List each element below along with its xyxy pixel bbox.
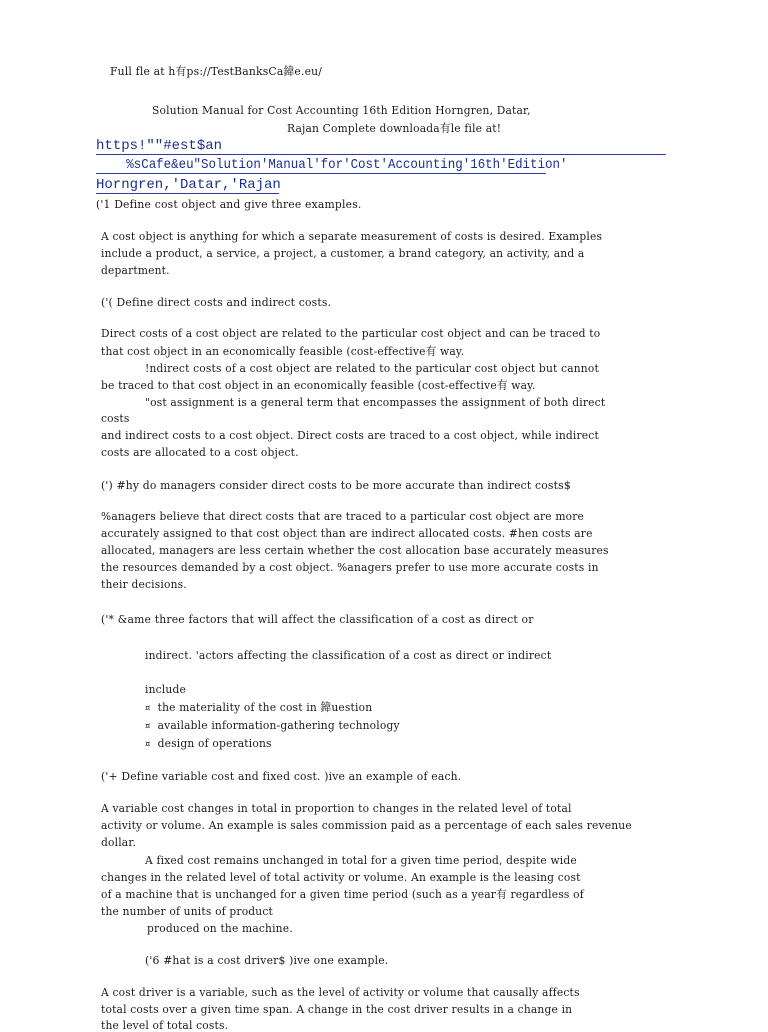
download-link-line-1[interactable]: https!""#est$an: [96, 138, 223, 154]
answer-1-line-1: A cost object is anything for which a separate measurement of costs is desired. Examples: [101, 229, 603, 243]
answer-2-line-5: "ost assignment is a general term that encompasses the assignment of both direct: [145, 395, 606, 409]
answer-6-line-1: A cost driver is a variable, such as the level of activity or volume that causally affects: [101, 985, 580, 999]
question-3: (') #hy do managers consider direct costs to be more accurate than indirect costs$: [101, 478, 571, 492]
document-title-line-1: Solution Manual for Cost Accounting 16th Edition Horngren, Datar,: [152, 103, 531, 117]
answer-5-line-7: the number of units of product: [101, 904, 273, 918]
answer-3-line-1: %anagers believe that direct costs that are traced to a particular cost object are more: [101, 509, 585, 523]
bullet-glyph: ¤: [145, 740, 151, 750]
answer-5-line-8: produced on the machine.: [147, 921, 293, 935]
question-5: ('+ Define variable cost and fixed cost. )ive an example of each.: [101, 769, 462, 783]
answer-2-line-3: !ndirect costs of a cost object are related to the particular cost object but cannot: [145, 361, 599, 375]
download-link-line-3[interactable]: Horngren,'Datar,'Rajan: [96, 177, 281, 193]
download-link-line-2[interactable]: %sCafe&eu"Solution'Manual'for'Cost'Accounting'16th'Edition': [126, 157, 568, 173]
bullet-text: design of operations: [157, 736, 272, 750]
bullet-text: available information-gathering technology: [157, 718, 400, 732]
answer-5-line-1: A variable cost changes in total in proportion to changes in the related level of total: [101, 801, 572, 815]
answer-2-line-6: costs: [101, 411, 130, 425]
answer-2-line-8: costs are allocated to a cost object.: [101, 445, 299, 459]
bullet-item: [145, 736, 272, 752]
answer-4-include: include: [145, 682, 186, 696]
link-underline-1: [96, 154, 666, 155]
question-1: ('1 Define cost object and give three examples.: [96, 197, 362, 211]
answer-5-line-6: of a machine that is unchanged for a given time period (such as a year有 regardless of: [101, 887, 584, 901]
answer-3-line-5: their decisions.: [101, 577, 187, 591]
answer-2-line-1: Direct costs of a cost object are related to the particular cost object and can be traced to: [101, 326, 601, 340]
question-4: ('* &ame three factors that will affect the classification of a cost as direct or: [101, 612, 534, 626]
answer-6-line-2: total costs over a given time span. A change in the cost driver results in a change in: [101, 1002, 573, 1016]
bullet-text: the materiality of the cost in 鍏uestion: [157, 700, 373, 714]
answer-4-intro: indirect. 'actors affecting the classification of a cost as direct or indirect: [145, 648, 552, 662]
answer-3-line-2: accurately assigned to that cost object than are indirect allocated costs. #hen costs are: [101, 526, 593, 540]
answer-2-line-4: be traced to that cost object in an economically feasible (cost-effective有 way.: [101, 378, 536, 392]
bullet-item: [145, 718, 400, 734]
answer-6-line-3: the level of total costs.: [101, 1018, 229, 1032]
question-2: ('( Define direct costs and indirect costs.: [101, 295, 332, 309]
answer-5-line-5: changes in the related level of total activity or volume. An example is the leasing cost: [101, 870, 581, 884]
answer-2-line-2: that cost object in an economically feasible (cost-effective有 way.: [101, 344, 465, 358]
link-underline-3: [96, 193, 279, 194]
bullet-glyph: ¤: [145, 704, 151, 714]
document-title-line-2: Rajan Complete downloada有le file at!: [287, 121, 502, 135]
answer-1-line-2: include a product, a service, a project, a customer, a brand category, an activity, and a: [101, 246, 585, 260]
answer-5-line-3: dollar.: [101, 835, 137, 849]
question-6: ('6 #hat is a cost driver$ )ive one example.: [145, 953, 389, 967]
full-file-line: Full fle at h有ps://TestBanksCa鍏e.eu/: [110, 64, 323, 78]
bullet-item: [145, 700, 372, 716]
bullet-glyph: ¤: [145, 722, 151, 732]
answer-3-line-3: allocated, managers are less certain whether the cost allocation base accurately measures: [101, 543, 609, 557]
answer-5-line-2: activity or volume. An example is sales commission paid as a percentage of each sales revenue: [101, 818, 632, 832]
answer-2-line-7: and indirect costs to a cost object. Direct costs are traced to a cost object, while indirect: [101, 428, 599, 442]
link-underline-2: [96, 173, 546, 174]
answer-5-line-4: A fixed cost remains unchanged in total for a given time period, despite wide: [145, 853, 577, 867]
answer-3-line-4: the resources demanded by a cost object. %anagers prefer to use more accurate costs in: [101, 560, 599, 574]
answer-1-line-3: department.: [101, 263, 170, 277]
